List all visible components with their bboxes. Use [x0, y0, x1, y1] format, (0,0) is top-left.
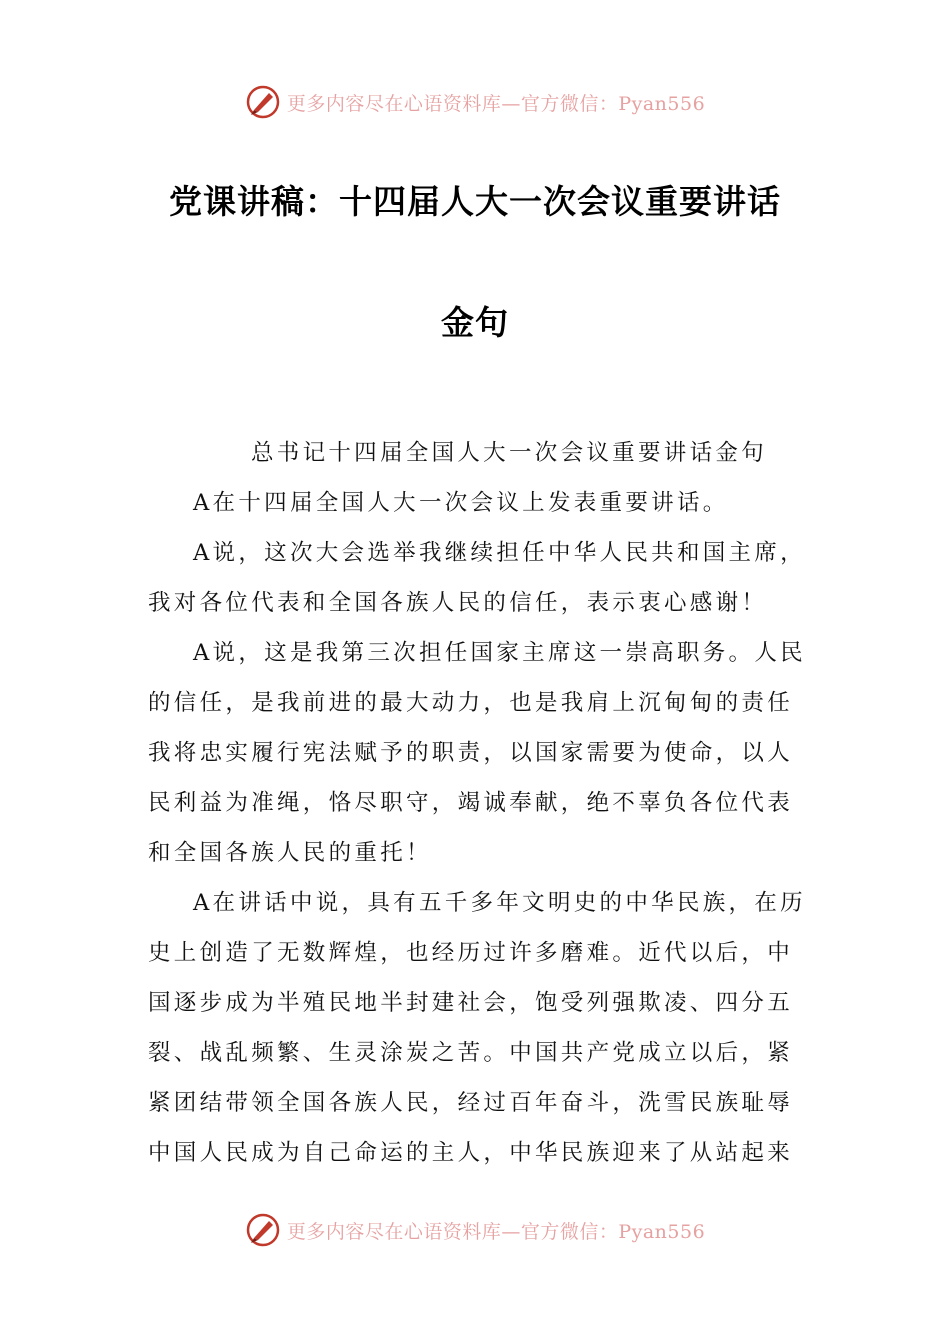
- document-subtitle: 总书记十四届全国人大一次会议重要讲话金句: [250, 440, 767, 466]
- pen-logo-icon: [245, 1212, 281, 1248]
- footer-watermark-text: 更多内容尽在心语资料库—官方微信：Pyan556: [286, 1220, 706, 1243]
- paragraph: A说，这次大会选举我继续担任中华人民共和国主席，我对各位代表和全国各族人民的信任，表示衷心感谢！: [148, 540, 806, 616]
- footer-watermark: [0, 1210, 950, 1250]
- paragraph: A在十四届全国人大一次会议上发表重要讲话。: [193, 490, 729, 516]
- document-title-line2: 金句: [441, 303, 509, 342]
- document-body: [148, 428, 810, 1178]
- pen-logo-icon: [245, 84, 281, 120]
- paragraph: A说，这是我第三次担任国家主席这一崇高职务。人民的信任，是我前进的最大动力，也是我肩上沉甸甸的责任我将忠实履行宪法赋予的职责，以国家需要为使命，以人民利益为准绳，恪尽职守，竭诚奉献，绝不辜负各位代表和全国各族人民的重托！: [148, 640, 806, 866]
- paragraph: A在讲话中说，具有五千多年文明史的中华民族，在历史上创造了无数辉煌，也经历过许多磨难。近代以后，中国逐步成为半殖民地半封建社会，饱受列强欺凌、四分五裂、战乱频繁、生灵涂炭之苦。中国共产党成立以后，紧紧团结带领全国各族人民，经过百年奋斗，洗雪民族耻辱中国人民成为自己命运的主人，中华民族迎来了从站起来: [148, 890, 806, 1166]
- document-title-line1: 党课讲稿：十四届人大一次会议重要讲话: [169, 182, 781, 221]
- header-watermark: [0, 82, 950, 122]
- header-watermark-text: 更多内容尽在心语资料库—官方微信：Pyan556: [286, 92, 706, 115]
